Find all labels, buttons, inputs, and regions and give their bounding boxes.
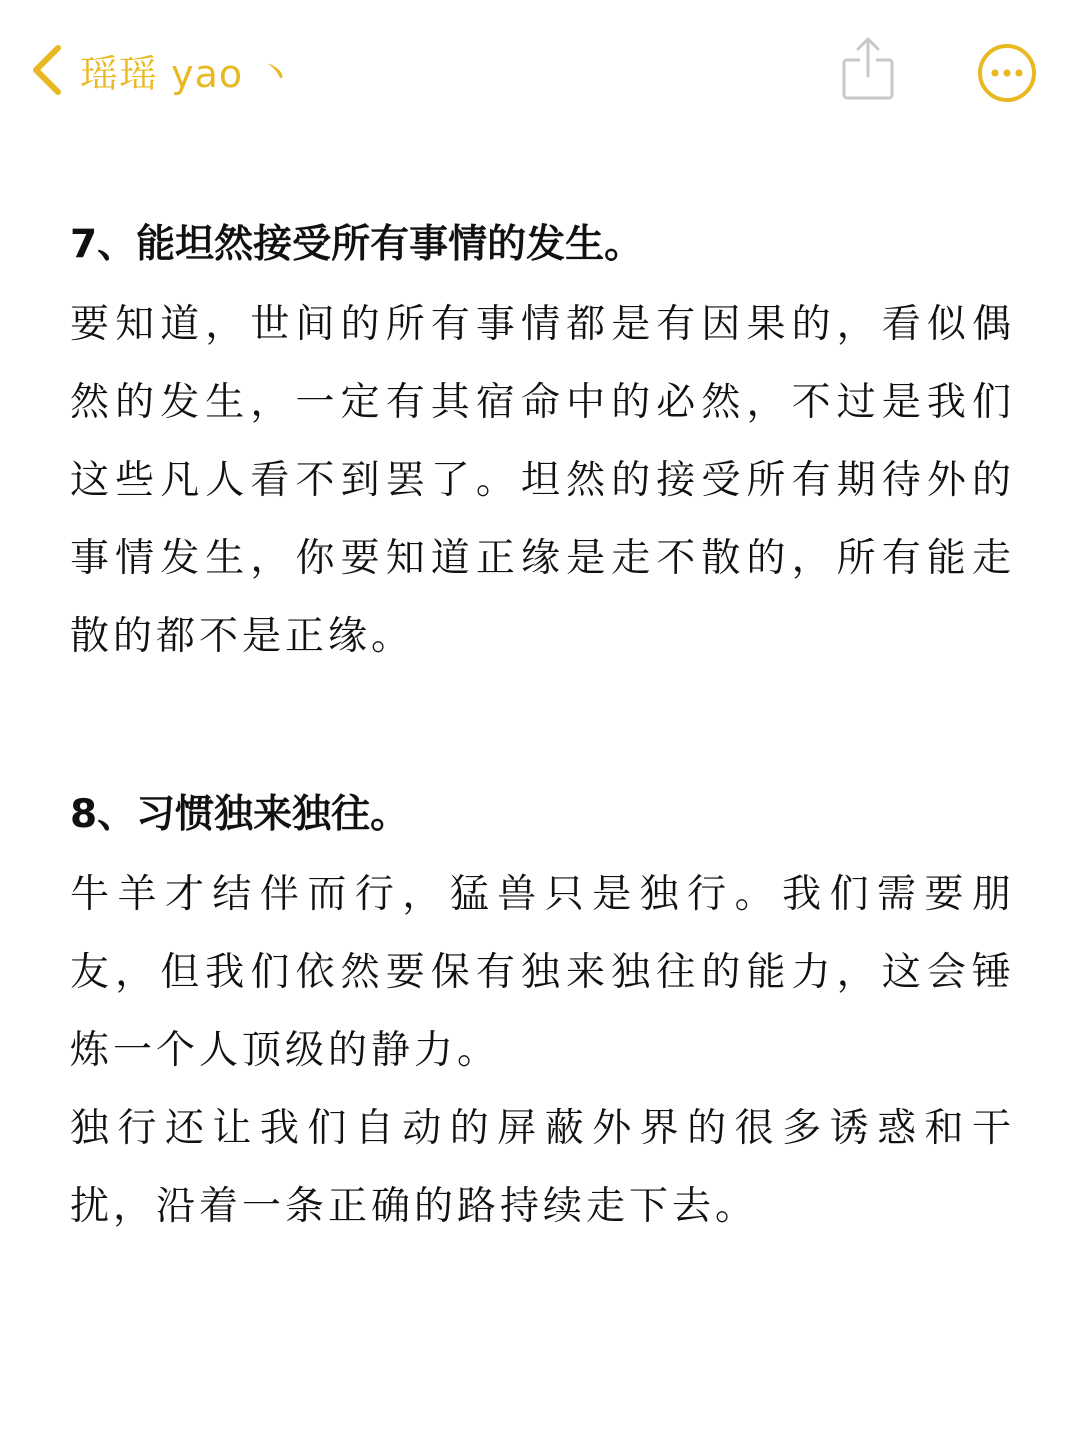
section-paragraph: 要知道，世间的所有事情都是有因果的，看似偶然的发生，一定有其宿命中的必然，不过是我们这些凡人看不到罢了。坦然的接受所有期待外的事情发生，你要知道正缘是走不散的，所有能走散的都不是正缘。	[70, 302, 1015, 659]
section-8	[70, 782, 1015, 1246]
section-heading: 7、能坦然接受所有事情的发生。	[70, 222, 644, 267]
chevron-left-icon	[28, 44, 64, 96]
note-body	[70, 212, 1015, 1246]
section-paragraph: 牛羊才结伴而行，猛兽只是独行。我们需要朋友，但我们依然要保有独来独往的能力，这会锤炼一个人顶级的静力。	[70, 872, 1015, 1073]
section-paragraph: 独行还让我们自动的屏蔽外界的很多诱惑和干扰，沿着一条正确的路持续走下去。	[70, 1106, 1015, 1229]
section-7	[70, 212, 1015, 676]
section-divider	[70, 676, 1015, 782]
back-button[interactable]	[28, 40, 295, 100]
section-heading: 8、习惯独来独往。	[70, 792, 410, 837]
more-icon[interactable]	[976, 42, 1038, 104]
navigation-bar	[0, 0, 1080, 140]
author-name[interactable]: 瑶瑶 yao 丶	[80, 51, 296, 96]
share-icon[interactable]	[840, 34, 896, 102]
